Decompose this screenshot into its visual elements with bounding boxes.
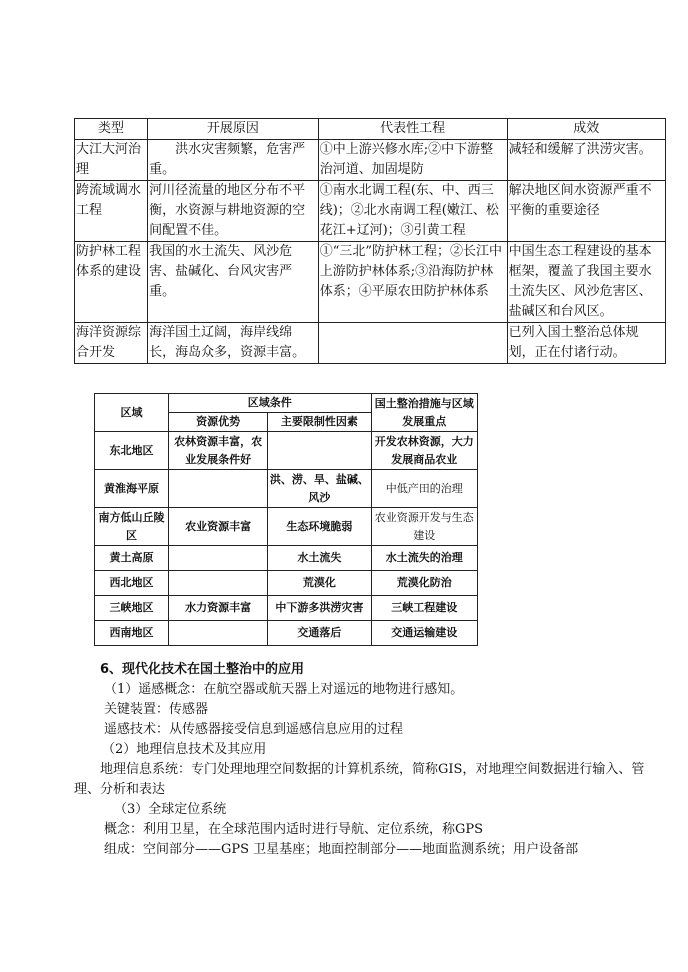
table-row: [75, 181, 666, 242]
cell-result: 减轻和缓解了洪涝灾害。: [507, 140, 665, 181]
header-project: 代表性工程: [318, 119, 507, 140]
table-row: [95, 432, 478, 470]
paragraph: 概念：利用卫星，在全球范围内适时进行导航、定位系统，称GPS: [104, 822, 484, 837]
table-header-row: [75, 119, 666, 140]
cell-limit: 中下游多洪涝灾害: [268, 596, 371, 621]
cell-region: 西北地区: [95, 571, 169, 596]
cell-measures: 中低产田的治理: [371, 470, 477, 508]
cell-region: 黄土高原: [95, 546, 169, 571]
header-result: 成效: [507, 119, 665, 140]
cell-limit: 生态环境脆弱: [268, 508, 371, 546]
cell-measures: 交通运输建设: [371, 621, 477, 646]
table-row: [95, 470, 478, 508]
table-row: [75, 323, 666, 364]
cell-reason: 河川径流量的地区分布不平衡，水资源与耕地资源的空间配置不佳。: [148, 181, 319, 242]
header-advantage: 资源优势: [168, 413, 267, 432]
cell-type: 大江大河治理: [75, 140, 148, 181]
regional-conditions-table: [94, 393, 478, 646]
table-row: [95, 596, 478, 621]
cell-region: 西南地区: [95, 621, 169, 646]
cell-project: ①“三北”防护林工程；②长江中上游防护林体系;③沿海防护林体系；④平原农田防护林体系: [318, 242, 507, 323]
table-row: [95, 571, 478, 596]
body-text: [74, 660, 666, 860]
header-measures: 国土整治措施与区域发展重点: [371, 394, 477, 432]
cell-limit: 交通落后: [268, 621, 371, 646]
cell-limit: 荒漠化: [268, 571, 371, 596]
cell-type: 防护林工程体系的建设: [75, 242, 148, 323]
cell-reason: 海洋国土辽阔，海岸线绵长，海岛众多，资源丰富。: [148, 323, 319, 364]
cell-advantage: 农林资源丰富，农业发展条件好: [168, 432, 267, 470]
cell-limit: 水土流失: [268, 546, 371, 571]
cell-limit: [268, 432, 371, 470]
header-conditions: 区域条件: [168, 394, 371, 413]
cell-limit: 洪、涝、旱、盐碱、风沙: [268, 470, 371, 508]
paragraph: （2）地理信息技术及其应用: [102, 742, 267, 757]
cell-region: 东北地区: [95, 432, 169, 470]
cell-advantage: [168, 571, 267, 596]
header-limit: 主要限制性因素: [268, 413, 371, 432]
cell-reason: 我国的水土流失、风沙危害、盐碱化、台风灾害严重。: [148, 242, 319, 323]
header-type: 类型: [75, 119, 148, 140]
cell-advantage: 农业资源丰富: [168, 508, 267, 546]
cell-advantage: 水力资源丰富: [168, 596, 267, 621]
cell-measures: 水土流失的治理: [371, 546, 477, 571]
table-row: [95, 621, 478, 646]
cell-project: ①中上游兴修水库;②中下游整治河道、加固堤防: [318, 140, 507, 181]
cell-measures: 三峡工程建设: [371, 596, 477, 621]
cell-region: 南方低山丘陵区: [95, 508, 169, 546]
section-heading: 6、现代化技术在国土整治中的应用: [100, 662, 305, 677]
table-row: [75, 242, 666, 323]
cell-project: ①南水北调工程(东、中、西三线)；②北水南调工程(嫩江、松花江+辽河)；③引黄工程: [318, 181, 507, 242]
paragraph: 组成：空间部分——GPS 卫星基座；地面控制部分——地面监测系统；用户设备部: [104, 842, 579, 857]
paragraph: 地理信息系统：专门处理地理空间数据的计算机系统，简称GIS，对地理空间数据进行输入、管理、分析和表达: [74, 762, 645, 797]
header-reason: 开展原因: [148, 119, 319, 140]
cell-advantage: [168, 621, 267, 646]
table-row: [95, 546, 478, 571]
cell-measures: 农业资源开发与生态建设: [371, 508, 477, 546]
paragraph: （3）全球定位系统: [114, 802, 227, 817]
cell-reason: 洪水灾害频繁，危害严重。: [148, 140, 319, 181]
cell-region: 黄淮海平原: [95, 470, 169, 508]
cell-type: 海洋资源综合开发: [75, 323, 148, 364]
cell-result: 已列入国土整治总体规划，正在付诸行动。: [507, 323, 665, 364]
paragraph: （1）遥感概念：在航空器或航天器上对遥远的地物进行感知。: [104, 682, 464, 697]
table-header-row: [95, 394, 478, 413]
table-row: [75, 140, 666, 181]
cell-type: 跨流域调水工程: [75, 181, 148, 242]
cell-result: 解决地区间水资源严重不平衡的重要途径: [507, 181, 665, 242]
paragraph: 遥感技术：从传感器接受信息到遥感信息应用的过程: [104, 722, 404, 737]
cell-measures: 荒漠化防治: [371, 571, 477, 596]
cell-advantage: [168, 546, 267, 571]
cell-measures: 开发农林资源，大力发展商品农业: [371, 432, 477, 470]
cell-advantage: [168, 470, 267, 508]
cell-region: 三峡地区: [95, 596, 169, 621]
header-region: 区域: [95, 394, 169, 432]
paragraph: 关键装置：传感器: [104, 702, 209, 717]
cell-result: 中国生态工程建设的基本框架，覆盖了我国主要水土流失区、风沙危害区、盐碱区和台风区。: [507, 242, 665, 323]
table-row: [95, 508, 478, 546]
reclamation-projects-table: [74, 118, 666, 364]
cell-project: [318, 323, 507, 364]
